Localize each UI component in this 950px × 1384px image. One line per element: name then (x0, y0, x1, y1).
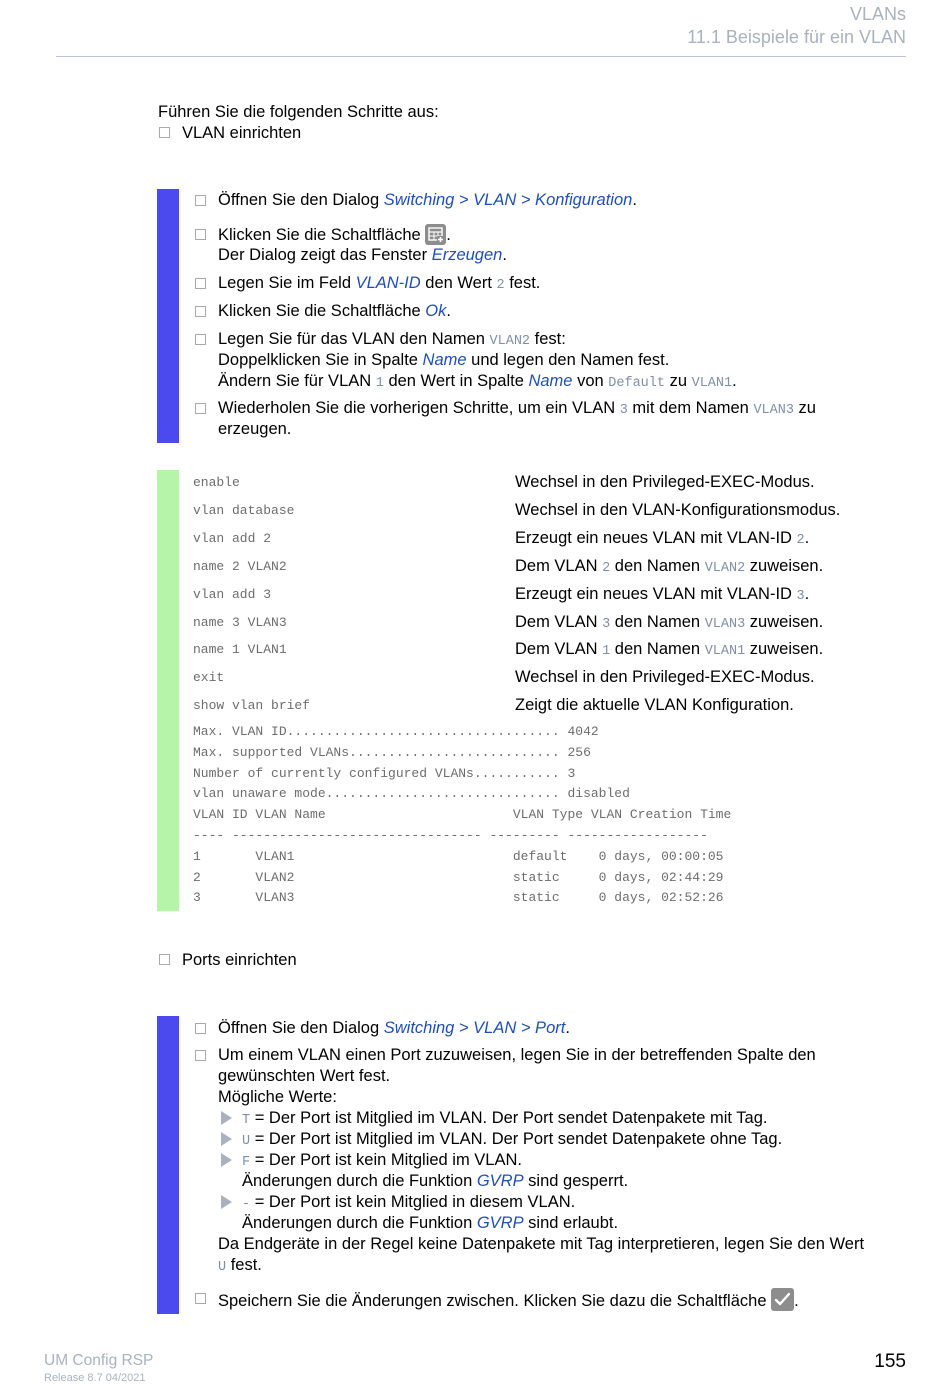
checkbox-icon (159, 127, 170, 138)
option-f: F = Der Port ist kein Mitglied im VLAN. (242, 1151, 522, 1170)
cli-output-line: Max. VLAN ID................................... 4042 (193, 724, 599, 739)
cli-description: Wechsel in den Privileged-EXEC-Modus. (515, 668, 815, 687)
bullet-triangle-icon (221, 1195, 232, 1209)
cli-description: Wechsel in den VLAN-Konfigurationsmodus. (515, 500, 841, 519)
dialog-path-link[interactable]: Switching > VLAN > Port (383, 1019, 566, 1037)
gui2-recommendation: Da Endgeräte in der Regel keine Datenpakete mit Tag interpretieren, legen Sie den Wert (218, 1235, 865, 1253)
option-t: T = Der Port ist Mitglied im VLAN. Der Port sendet Datenpakete mit Tag. (242, 1109, 768, 1128)
cli-description: Zeigt die aktuelle VLAN Konfiguration. (515, 696, 794, 715)
checkbox-icon (195, 229, 206, 240)
checkbox-icon (195, 403, 206, 414)
gui1-step-click-ok: Klicken Sie die Schaltfläche Ok. (218, 302, 451, 320)
gui1-step-open-dialog: Öffnen Sie den Dialog Switching > VLAN > Konfiguration. (218, 191, 637, 209)
cli-description: Erzeugt ein neues VLAN mit VLAN-ID 3. (515, 584, 810, 604)
gui2-step-assign-port-cont: gewünschten Wert fest. (218, 1067, 391, 1085)
checkbox-icon (195, 1293, 206, 1304)
create-table-icon[interactable] (425, 224, 446, 245)
cli-command: name 2 VLAN2 (193, 558, 287, 574)
step-vlan-einrichten: VLAN einrichten (182, 124, 302, 142)
footer-doc-title: UM Config RSP (44, 1352, 154, 1369)
cli-description: Dem VLAN 3 den Namen VLAN3 zuweisen. (515, 612, 824, 632)
checkbox-icon (195, 1050, 206, 1061)
option-dash-note: Änderungen durch die Funktion GVRP sind erlaubt. (242, 1214, 619, 1232)
cli-description: Erzeugt ein neues VLAN mit VLAN-ID 2. (515, 528, 810, 548)
ok-button-ref[interactable]: Ok (425, 302, 447, 320)
header-divider (56, 56, 906, 57)
cli-output-line: Number of currently configured VLANs........... 3 (193, 765, 576, 781)
intro-text: Führen Sie die folgenden Schritte aus: (158, 103, 439, 121)
step-ports-einrichten: Ports einrichten (182, 951, 297, 969)
cli-output-line: VLAN ID VLAN Name VLAN Type VLAN Creation Time (193, 807, 732, 823)
gui2-step-open-dialog: Öffnen Sie den Dialog Switching > VLAN > Port. (218, 1019, 570, 1037)
gui2-step-assign-port: Um einem VLAN einen Port zuzuweisen, legen Sie in der betreffenden Spalte den (218, 1046, 816, 1064)
option-dash: - = Der Port ist kein Mitglied in diesem VLAN. (242, 1193, 576, 1212)
cli-output (193, 722, 731, 909)
checkbox-icon (195, 195, 206, 206)
cli-command: exit (193, 670, 225, 686)
checkbox-icon (195, 334, 206, 345)
option-u: U = Der Port ist Mitglied im VLAN. Der Port sendet Datenpakete ohne Tag. (242, 1130, 783, 1149)
cli-output-line: vlan unaware mode.............................. disabled (193, 786, 630, 802)
checkbox-icon (159, 954, 170, 965)
cli-description: Wechsel in den Privileged-EXEC-Modus. (515, 473, 815, 491)
gui1-step-set-vlan-id: Legen Sie im Feld VLAN-ID den Wert 2 fest. (218, 274, 541, 293)
gui1-step-set-name-detail: Doppelklicken Sie in Spalte Name und legen den Namen fest. (218, 351, 670, 369)
bullet-triangle-icon (221, 1132, 232, 1146)
cli-command: vlan add 2 (193, 530, 272, 546)
dialog-path-link[interactable]: Switching > VLAN > Konfiguration (383, 191, 633, 209)
checkbox-icon (195, 278, 206, 289)
gui1-step-repeat: Wiederholen Sie die vorherigen Schritte, um ein VLAN 3 mit dem Namen VLAN3 zu (218, 399, 816, 418)
cli-command: show vlan brief (193, 698, 311, 714)
cli-output-line: Max. supported VLANs........................... 256 (193, 744, 591, 760)
option-f-note: Änderungen durch die Funktion GVRP sind gesperrt. (242, 1172, 629, 1190)
gui-bar (157, 189, 179, 443)
cli-command: vlan database (193, 502, 295, 518)
cli-description: Dem VLAN 2 den Namen VLAN2 zuweisen. (515, 556, 824, 576)
cli-command: enable (193, 475, 240, 490)
cli-output-line: 1 VLAN1 default 0 days, 00:00:05 (193, 848, 724, 864)
cli-output-line: ---- -------------------------------- --------- ------------------ (193, 827, 708, 843)
gui2-recommendation-cont: U fest. (218, 1256, 262, 1275)
gui1-step-rename-default: Ändern Sie für VLAN 1 den Wert in Spalte Name von Default zu VLAN1. (218, 372, 737, 391)
gui1-step-click-create: Klicken Sie die Schaltfläche . (218, 226, 451, 244)
gui1-step-click-create-result: Der Dialog zeigt das Fenster Erzeugen. (218, 246, 507, 264)
cli-output-line: 2 VLAN2 static 0 days, 02:44:29 (193, 869, 724, 885)
bullet-triangle-icon (221, 1111, 232, 1125)
cli-command: name 1 VLAN1 (193, 642, 287, 658)
save-check-icon[interactable] (771, 1288, 794, 1311)
checkbox-icon (195, 306, 206, 317)
gui-bar (157, 1016, 179, 1314)
gui1-step-repeat-cont: erzeugen. (218, 420, 292, 438)
cli-description: Dem VLAN 1 den Namen VLAN1 zuweisen. (515, 640, 824, 660)
gui1-step-set-name: Legen Sie für das VLAN den Namen VLAN2 fest: (218, 330, 566, 349)
footer-release: Release 8.7 04/2021 (44, 1372, 146, 1384)
cli-command: name 3 VLAN3 (193, 614, 287, 630)
checkbox-icon (195, 1023, 206, 1034)
page-number: 155 (874, 1351, 906, 1372)
cli-bar (157, 470, 179, 911)
cli-output-line: 3 VLAN3 static 0 days, 02:52:26 (193, 890, 724, 906)
gui2-step-save: Speichern Sie die Änderungen zwischen. Klicken Sie dazu die Schaltfläche . (218, 1288, 799, 1312)
header-chapter: VLANs (849, 4, 906, 24)
bullet-triangle-icon (221, 1153, 232, 1167)
gui2-possible-values-label: Mögliche Werte: (218, 1088, 337, 1106)
cli-command: vlan add 3 (193, 586, 272, 602)
header-section: 11.1 Beispiele für ein VLAN (687, 27, 906, 47)
